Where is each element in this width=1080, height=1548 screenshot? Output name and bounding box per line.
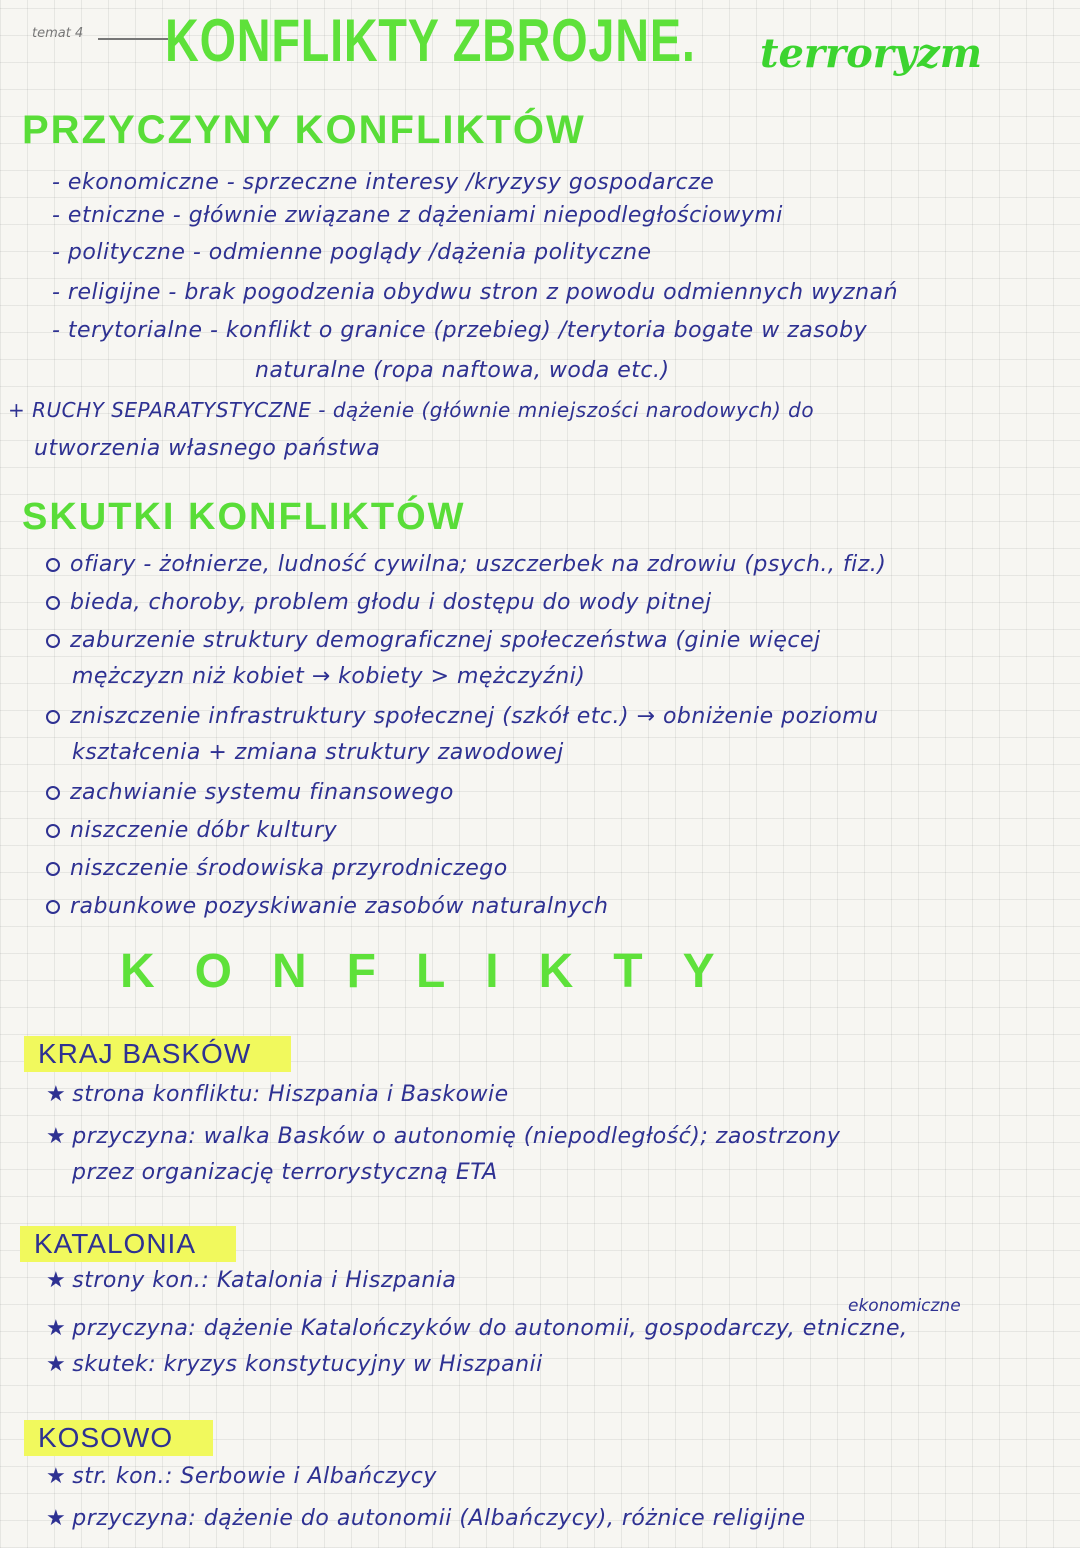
star-icon: ★: [46, 1352, 67, 1377]
causes-line: - polityczne - odmienne poglądy /dążenia polityczne: [52, 240, 652, 265]
star-icon: ★: [46, 1464, 67, 1489]
catalonia-line: ★ strony kon.: Katalonia i Hiszpania: [46, 1268, 457, 1293]
causes-line: - religijne - brak pogodzenia obydwu stron z powodu odmiennych wyznań: [52, 280, 899, 305]
effects-item: ofiary - żołnierze, ludność cywilna; uszczerbek na zdrowiu (psych., fiz.): [46, 552, 886, 577]
effects-item: bieda, choroby, problem głodu i dostępu do wody pitnej: [46, 590, 712, 615]
kosovo-heading: KOSOWO: [24, 1420, 213, 1456]
causes-line: + RUCHY SEPARATYSTYCZNE - dążenie (głównie mniejszości narodowych) do: [8, 398, 815, 422]
effects-item: niszczenie dóbr kultury: [46, 818, 337, 843]
star-icon: ★: [46, 1316, 67, 1341]
bullet-icon: [46, 710, 60, 724]
causes-line: naturalne (ropa naftowa, woda etc.): [255, 358, 670, 383]
causes-line: - ekonomiczne - sprzeczne interesy /kryzysy gospodarcze: [52, 170, 715, 195]
effects-item: zachwianie systemu finansowego: [46, 780, 454, 805]
bullet-icon: [46, 862, 60, 876]
conflicts-heading: KONFLIKTY: [120, 945, 755, 998]
causes-line: - etniczne - głównie związane z dążeniami niepodległościowymi: [52, 203, 783, 228]
kosovo-line: ★ str. kon.: Serbowie i Albańczycy: [46, 1464, 437, 1489]
bullet-icon: [46, 786, 60, 800]
star-icon: ★: [46, 1268, 67, 1293]
page-subtitle: terroryzm: [760, 30, 983, 77]
basque-line: ★ strona konfliktu: Hiszpania i Baskowie: [46, 1082, 509, 1107]
star-icon: ★: [46, 1082, 67, 1107]
basque-line-cont: przez organizację terrorystyczną ETA: [72, 1160, 498, 1185]
topic-label: temat 4: [32, 26, 84, 41]
topic-underline: [98, 38, 168, 40]
catalonia-note: ekonomiczne: [848, 1296, 961, 1316]
bullet-icon: [46, 634, 60, 648]
basque-line: ★ przyczyna: walka Basków o autonomię (niepodległość); zaostrzony: [46, 1124, 841, 1149]
effects-item: zniszczenie infrastruktury społecznej (szkół etc.) → obniżenie poziomu: [46, 704, 879, 729]
kosovo-line: ★ przyczyna: dążenie do autonomii (Albańczycy), różnice religijne: [46, 1506, 806, 1531]
bullet-icon: [46, 824, 60, 838]
catalonia-heading: KATALONIA: [20, 1226, 236, 1262]
causes-line: utworzenia własnego państwa: [34, 436, 381, 461]
bullet-icon: [46, 900, 60, 914]
catalonia-line: ★ skutek: kryzys konstytucyjny w Hiszpanii: [46, 1352, 543, 1377]
star-icon: ★: [46, 1124, 67, 1149]
effects-item-cont: kształcenia + zmiana struktury zawodowej: [72, 740, 564, 765]
effects-heading: SKUTKI KONFLIKTÓW: [22, 496, 466, 538]
bullet-icon: [46, 596, 60, 610]
effects-item: rabunkowe pozyskiwanie zasobów naturalnych: [46, 894, 608, 919]
effects-item: zaburzenie struktury demograficznej społeczeństwa (ginie więcej: [46, 628, 821, 653]
basque-heading: KRAJ BASKÓW: [24, 1036, 291, 1072]
causes-line: - terytorialne - konflikt o granice (przebieg) /terytoria bogate w zasoby: [52, 318, 868, 343]
page-title: KONFLIKTY ZBROJNE.: [165, 7, 696, 74]
effects-item: niszczenie środowiska przyrodniczego: [46, 856, 508, 881]
star-icon: ★: [46, 1506, 67, 1531]
catalonia-line: ★ przyczyna: dążenie Katalończyków do autonomii, gospodarczy, etniczne,: [46, 1316, 908, 1341]
bullet-icon: [46, 558, 60, 572]
causes-heading: PRZYCZYNY KONFLIKTÓW: [22, 108, 586, 152]
effects-item-cont: mężczyzn niż kobiet → kobiety > mężczyźni): [72, 664, 586, 689]
